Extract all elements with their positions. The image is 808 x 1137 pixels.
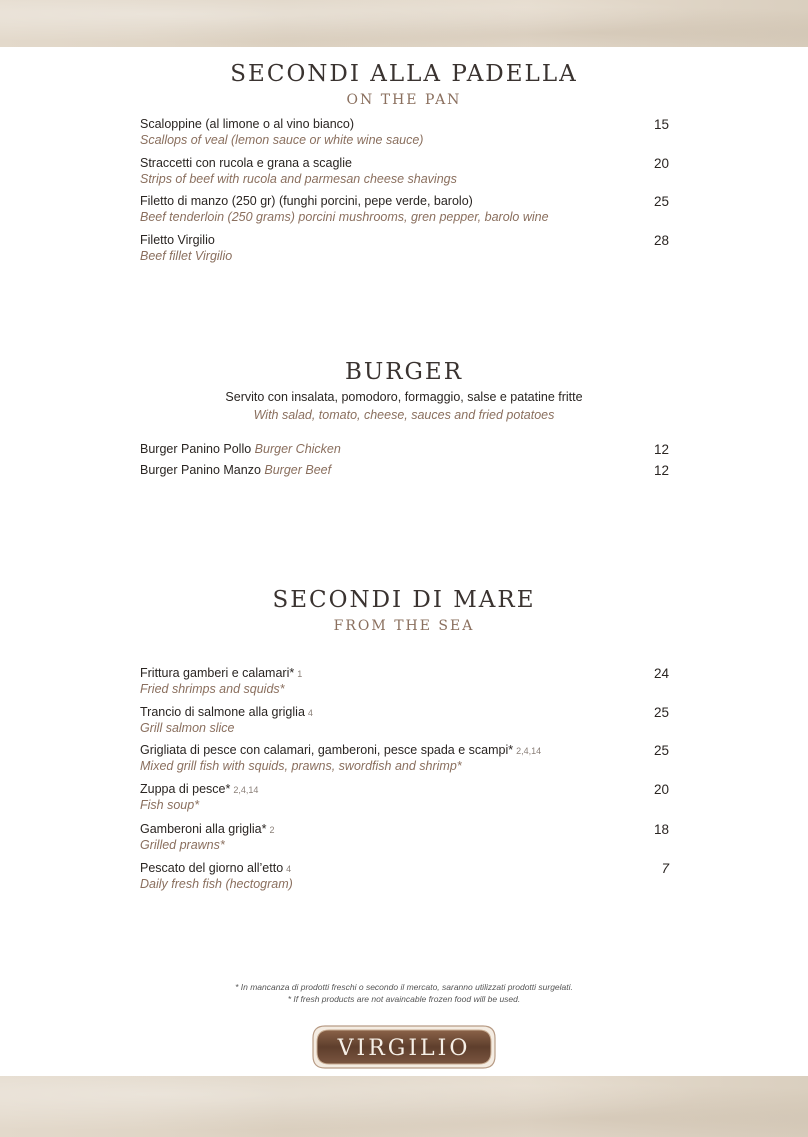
section-subtitle: FROM THE SEA bbox=[333, 618, 475, 634]
item-translation: Burger Chicken bbox=[254, 442, 341, 456]
menu-item bbox=[140, 782, 669, 812]
item-translation: Fried shrimps and squids* bbox=[140, 682, 285, 696]
item-name bbox=[140, 822, 669, 836]
menu-item bbox=[140, 233, 669, 263]
item-name bbox=[140, 463, 669, 477]
item-price: 25 bbox=[653, 705, 669, 720]
item-translation: Daily fresh fish (hectogram) bbox=[140, 877, 293, 891]
item-price: 12 bbox=[653, 463, 669, 478]
item-translation: Beef fillet Virgilio bbox=[140, 249, 233, 263]
section-title: SECONDI DI MARE bbox=[272, 587, 536, 613]
footnote-italian: * In mancanza di prodotti freschi o secondo il mercato, saranno utilizzati prodotti surgelati. bbox=[235, 982, 573, 992]
section-title: BURGER bbox=[344, 359, 464, 385]
item-price: 7 bbox=[661, 861, 669, 876]
item-name bbox=[140, 782, 669, 796]
menu-item bbox=[140, 117, 669, 147]
menu-item bbox=[140, 194, 669, 224]
footnote-english: * If fresh products are not avaincable frozen food will be used. bbox=[287, 994, 521, 1004]
section-description: Servito con insalata, pomodoro, formaggio, salse e patatine fritte bbox=[225, 390, 583, 404]
virgilio-logo bbox=[311, 1024, 497, 1070]
item-price: 28 bbox=[653, 233, 669, 248]
item-translation: Scallops of veal (lemon sauce or white wine sauce) bbox=[140, 133, 424, 147]
item-name bbox=[140, 743, 669, 757]
item-name-it: Frittura gamberi e calamari* bbox=[140, 666, 295, 680]
item-price: 12 bbox=[653, 442, 669, 457]
allergen-codes: 4 bbox=[286, 864, 292, 874]
item-translation: Strips of beef with rucola and parmesan cheese shavings bbox=[140, 172, 457, 186]
item-name bbox=[140, 705, 669, 719]
item-name-it: Burger Panino Pollo bbox=[140, 442, 252, 456]
menu-item bbox=[140, 861, 669, 891]
item-translation: Mixed grill fish with squids, prawns, swordfish and shrimp* bbox=[140, 759, 462, 773]
bottom-stone-band bbox=[0, 1076, 808, 1137]
logo-graphic bbox=[311, 1024, 497, 1070]
item-name-it: Trancio di salmone alla griglia bbox=[140, 705, 305, 719]
item-price: 25 bbox=[653, 743, 669, 758]
item-name: Filetto Virgilio bbox=[140, 233, 215, 247]
menu-item bbox=[140, 743, 669, 773]
allergen-codes: 4 bbox=[307, 708, 313, 718]
menu-item bbox=[140, 442, 669, 456]
logo-text: VIRGILIO bbox=[337, 1036, 471, 1061]
item-name-it: Grigliata di pesce con calamari, gamberoni, pesce spada e scampi* bbox=[140, 743, 514, 757]
item-price: 20 bbox=[653, 782, 669, 797]
section-subtitle: ON THE PAN bbox=[346, 92, 462, 108]
item-name: Straccetti con rucola e grana a scaglie bbox=[140, 156, 352, 170]
section-description-translation: With salad, tomato, cheese, sauces and fried potatoes bbox=[253, 408, 555, 422]
item-name bbox=[140, 442, 669, 456]
item-translation: Grilled prawns* bbox=[140, 838, 225, 852]
allergen-codes: 2,4,14 bbox=[233, 785, 259, 795]
item-translation: Beef tenderloin (250 grams) porcini mushrooms, gren pepper, barolo wine bbox=[140, 210, 549, 224]
item-price: 18 bbox=[653, 822, 669, 837]
menu-item bbox=[140, 705, 669, 735]
item-name bbox=[140, 666, 669, 680]
item-translation: Burger Beef bbox=[264, 463, 332, 477]
item-translation: Fish soup* bbox=[140, 798, 200, 812]
section-title: SECONDI ALLA PADELLA bbox=[230, 61, 578, 87]
menu-item bbox=[140, 463, 669, 477]
item-price: 20 bbox=[653, 156, 669, 171]
menu-item bbox=[140, 822, 669, 852]
item-name-it: Pescato del giorno all’etto bbox=[140, 861, 284, 875]
item-name: Scaloppine (al limone o al vino bianco) bbox=[140, 117, 355, 131]
item-name-it: Zuppa di pesce* bbox=[140, 782, 231, 796]
item-price: 24 bbox=[653, 666, 669, 681]
item-name: Filetto di manzo (250 gr) (funghi porcini, pepe verde, barolo) bbox=[140, 194, 473, 208]
allergen-codes: 2,4,14 bbox=[516, 746, 542, 756]
menu-item bbox=[140, 156, 669, 186]
menu-item bbox=[140, 666, 669, 696]
allergen-codes: 2 bbox=[269, 825, 275, 835]
item-price: 25 bbox=[653, 194, 669, 209]
item-name bbox=[140, 861, 669, 875]
item-name-it: Gamberoni alla griglia* bbox=[140, 822, 267, 836]
item-name-it: Burger Panino Manzo bbox=[140, 463, 261, 477]
item-price: 15 bbox=[653, 117, 669, 132]
item-translation: Grill salmon slice bbox=[140, 721, 235, 735]
allergen-codes: 1 bbox=[297, 669, 303, 679]
top-stone-band bbox=[0, 0, 808, 47]
